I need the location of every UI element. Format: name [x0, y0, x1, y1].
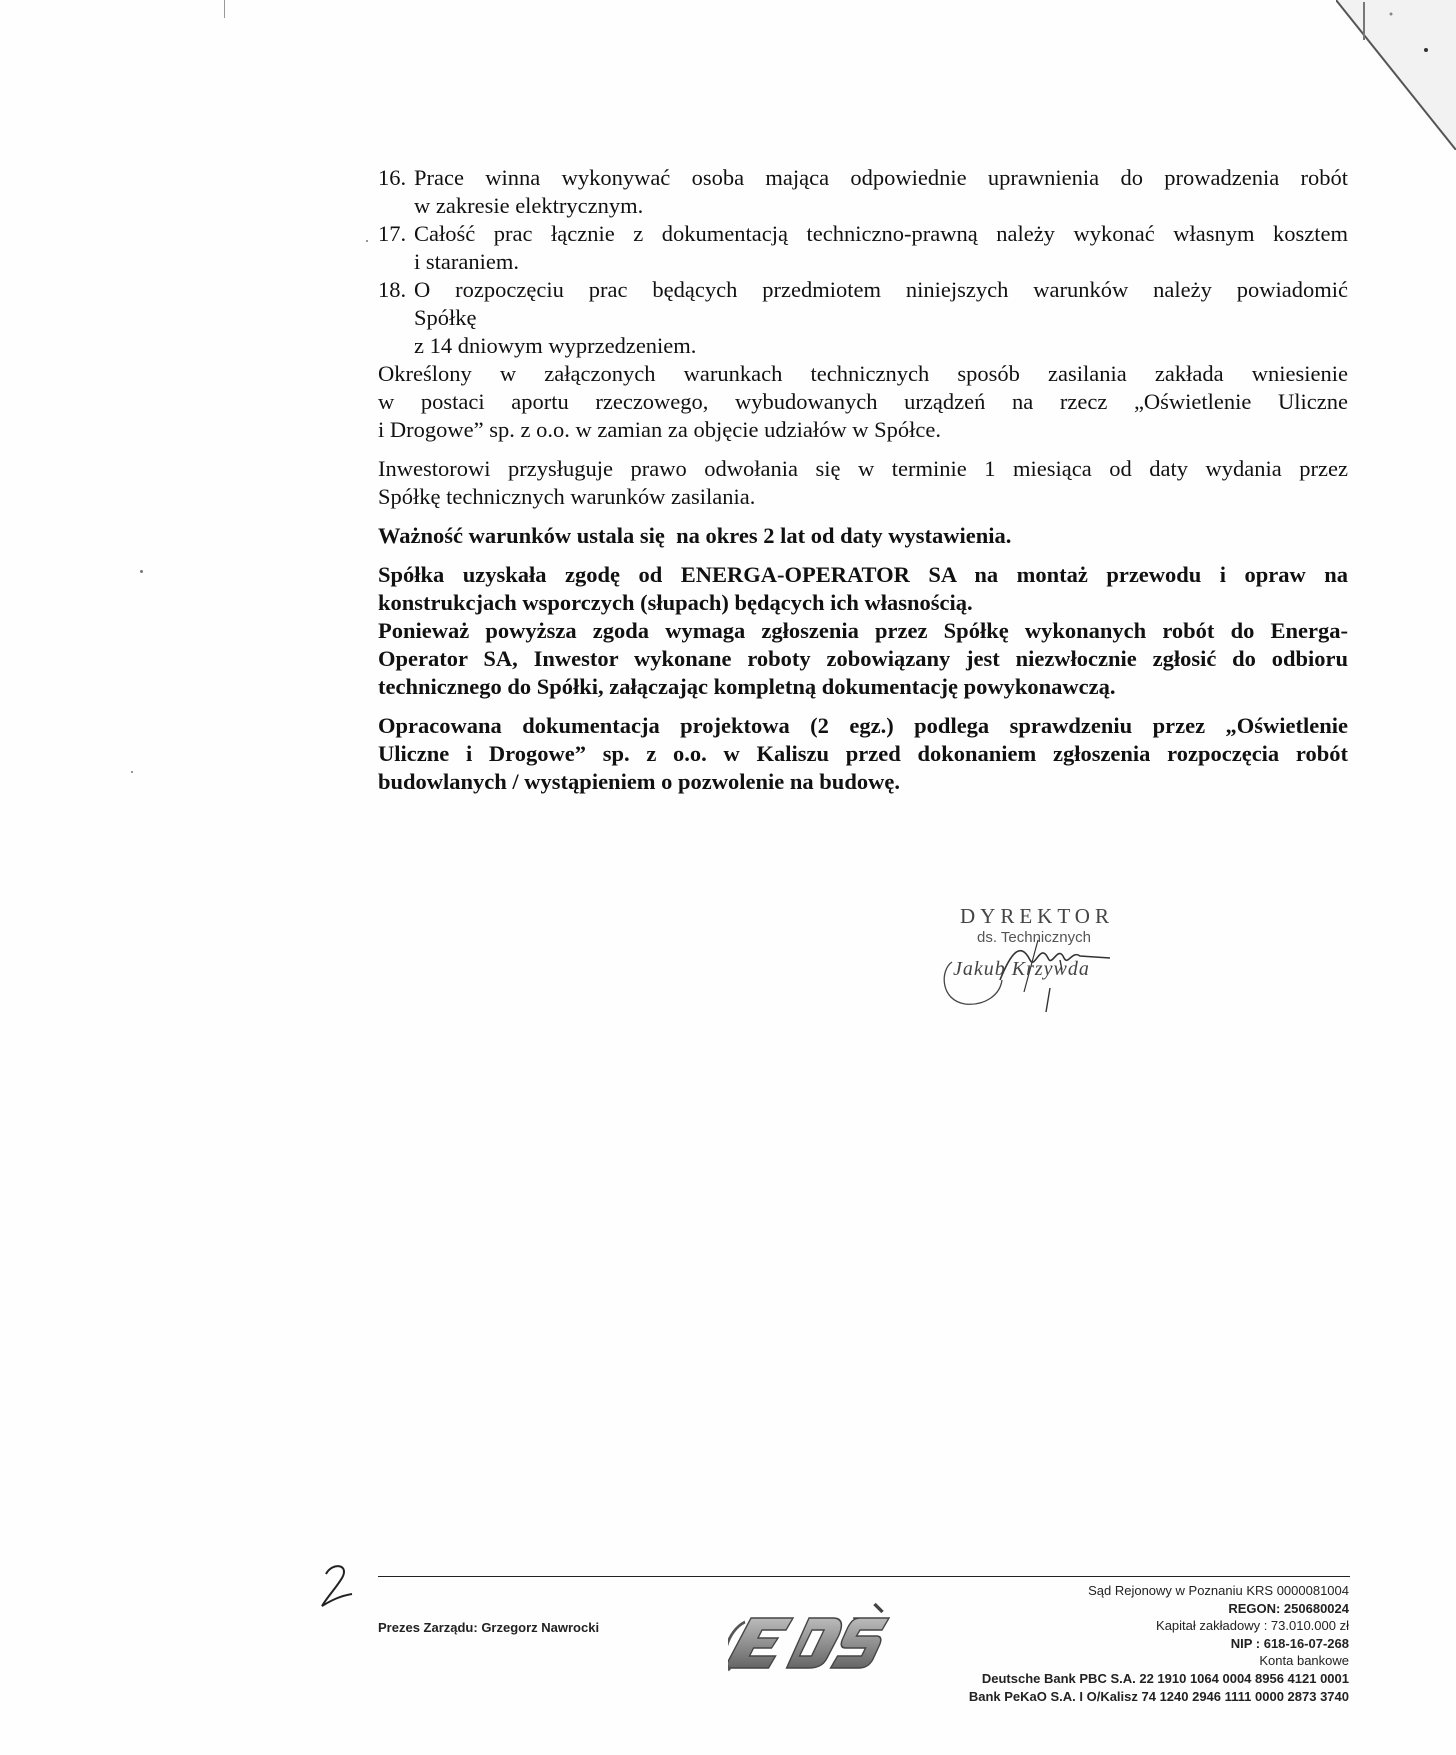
paragraph-line: i Drogowe” sp. z o.o. w zamian za objęcie udziałów w Spółce.	[378, 417, 941, 442]
paragraph-validity	[378, 522, 1348, 550]
paragraph-line: Spółka uzyskała zgodę od ENERGA-OPERATOR SA na montaż przewodu i opraw na	[378, 562, 1348, 587]
paragraph-line: Określony w załączonych warunkach technicznych sposób zasilania zakłada wniesienie	[378, 361, 1348, 386]
paragraph-project-documentation	[378, 712, 1348, 796]
director-stamp	[940, 900, 1140, 1020]
footer-line-capital: Kapitał zakładowy : 73.010.000 zł	[1156, 1618, 1349, 1634]
footer-line-krs: Sąd Rejonowy w Poznaniu KRS 0000081004	[1088, 1583, 1349, 1598]
handwritten-page-number	[318, 1560, 358, 1610]
paragraph-line: Ważność warunków ustala się na okres 2 lat od daty wystawienia.	[378, 523, 1012, 548]
item-number: 17.	[378, 221, 407, 246]
item-line: w zakresie elektrycznym.	[414, 193, 644, 218]
page-corner-fold	[1336, 0, 1456, 150]
item-line: Spółkę	[414, 305, 477, 330]
footer-line-nip: NIP : 618-16-07-268	[1230, 1635, 1349, 1651]
scan-speck	[131, 771, 133, 773]
footer-line-deutsche-bank: Deutsche Bank PBC S.A. 22 1910 1064 0004 8956 4121 0001	[981, 1670, 1349, 1686]
paragraph-line: budowlanych / wystąpieniem o pozwolenie na budowę.	[378, 769, 900, 794]
numbered-conditions-list	[378, 164, 1348, 360]
document-body	[378, 164, 1348, 807]
paragraph-line: Operator SA, Inwestor wykonane roboty zobowiązany jest niezwłocznie zgłosić do odbioru	[378, 646, 1348, 671]
paragraph-acceptance	[378, 617, 1348, 701]
paragraph-line: technicznego do Spółki, załączając kompletną dokumentację powykonawczą.	[378, 674, 1116, 699]
scan-speck	[366, 240, 368, 242]
item-number: 16.	[378, 165, 407, 190]
item-line: O rozpoczęciu prac będących przedmiotem niniejszych warunków należy powiadomić	[414, 277, 1348, 302]
scan-edge-mark	[224, 0, 225, 18]
item-line: Prace winna wykonywać osoba mająca odpowiednie uprawnienia do prowadzenia robót	[414, 165, 1348, 190]
footer-line-pekao: Bank PeKaO S.A. I O/Kalisz 74 1240 2946 1111 0000 2873 3740	[968, 1688, 1349, 1704]
condition-item-18	[378, 276, 1348, 360]
scan-speck	[140, 570, 143, 573]
paragraph-line: Ponieważ powyższa zgoda wymaga zgłoszenia przez Spółkę wykonanych robót do Energa-	[378, 618, 1348, 643]
paragraph-line: Spółkę technicznych warunków zasilania.	[378, 484, 756, 509]
paragraph-appeal	[378, 455, 1348, 511]
footer-president: Prezes Zarządu: Grzegorz Nawrocki	[378, 1620, 600, 1635]
paragraph-line: Opracowana dokumentacja projektowa (2 egz.) podlega sprawdzeniu przez „Oświetlenie	[378, 713, 1348, 738]
paragraph-aport	[378, 360, 1348, 444]
item-line: i staraniem.	[414, 249, 519, 274]
item-line: Całość prac łącznie z dokumentacją techniczno-prawną należy wykonać własnym kosztem	[414, 221, 1348, 246]
condition-item-16	[378, 164, 1348, 220]
condition-item-17	[378, 220, 1348, 276]
paragraph-line: w postaci aportu rzeczowego, wybudowanych urządzeń na rzecz „Oświetlenie Uliczne	[378, 389, 1348, 414]
footer-line-regon: REGON: 250680024	[1228, 1600, 1349, 1616]
paragraph-line: Inwestorowi przysługuje prawo odwołania się w terminie 1 miesiąca od daty wydania przez	[378, 456, 1348, 481]
stamp-subtitle: ds. Technicznych	[977, 929, 1091, 946]
item-line: z 14 dniowym wyprzedzeniem.	[414, 333, 697, 358]
footer-company-info	[929, 1582, 1349, 1705]
eos-logo	[728, 1590, 908, 1680]
item-number: 18.	[378, 277, 407, 302]
paragraph-line: konstrukcjach wsporczych (słupach) będących ich własnością.	[378, 590, 973, 615]
footer-line-accounts-label: Konta bankowe	[1259, 1653, 1349, 1669]
footer-divider	[378, 1576, 1350, 1577]
paragraph-line: Uliczne i Drogowe” sp. z o.o. w Kaliszu przed dokonaniem zgłoszenia rozpoczęcia robót	[378, 741, 1348, 766]
stamp-title: DYREKTOR	[960, 904, 1114, 928]
paragraph-energa-consent	[378, 561, 1348, 617]
stamp-name: Jakub Krzywda	[953, 958, 1090, 980]
